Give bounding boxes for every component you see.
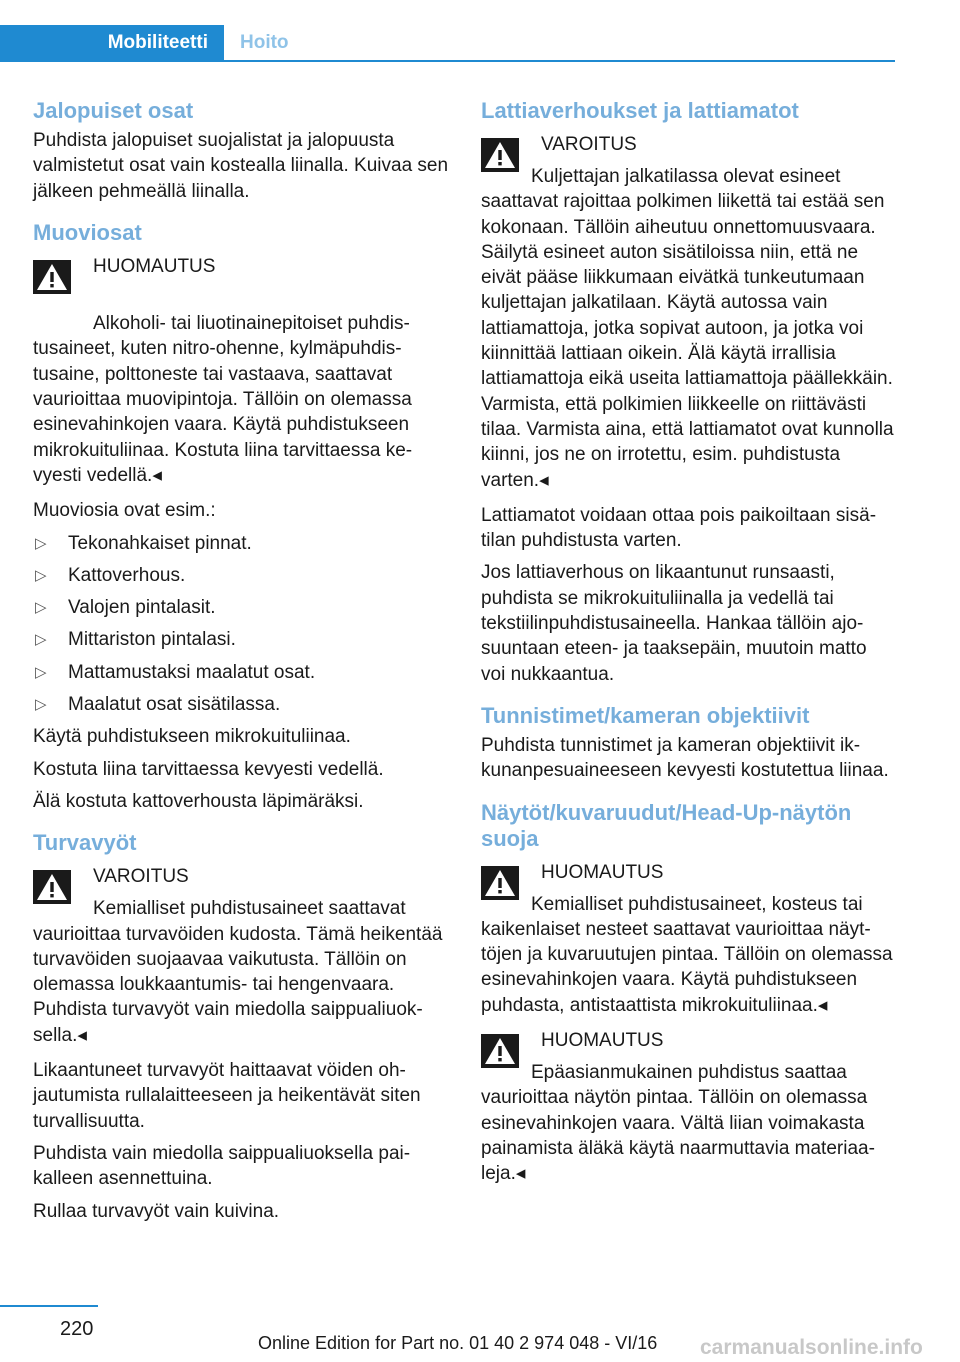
warning-triangle-icon (481, 138, 519, 172)
paragraph: Kostuta liina tarvittaessa kevyesti vedellä. (33, 758, 384, 780)
list-item: ▷ Mittariston pintalasi. (33, 627, 453, 652)
notice-block (33, 864, 453, 1048)
section-tunnistimet (481, 703, 896, 784)
paragraph: Likaantuneet turvavyöt haittaavat vöiden ohjautumista rullalaitteeseen ja heikentävät siten turvallisuutta. (33, 1060, 421, 1132)
section-title: Näytöt/kuvaruudut/Head-Up-näytön suoja (481, 799, 852, 851)
section-title: Turvavyöt (33, 830, 137, 856)
tab-hoito[interactable] (224, 25, 289, 61)
section-title: Jalopuiset osat (33, 98, 194, 123)
paragraph: Puhdista vain miedolla saippualiuoksella paikalleen asennettuina. (33, 1142, 411, 1190)
notice-label: HUOMAUTUS (93, 255, 216, 277)
notice-block (481, 860, 896, 1018)
notice-body: Kuljettajan jalkatilassa olevat esineet saattavat rajoittaa polkimen liikettä tai estää sen kokonaan. Tällöin aiheutuu onnettomuusvaara. Säilytä esineet auton sisätiloissa niin, että ne eivät pääse liikkumaan eivätkä tunkeutumaan kuljettajan jalkatilaan. Käytä autossa vain lattiamattoja, jotka sopivat autoon, ja jotka voi kiinnittää lattiaan oikein. Älä käytä irrallisia lattiamattoja eikä useita lattiamattoja päällekkäin. Varmista, että polkimien liikkeelle on riittävästi tilaa. Varmista aina, että lattiamatot ovat kunnolla kiinni, jos ne on irrotettu, esim. puhdistusta varten.◂ (481, 166, 894, 491)
section-jalopuiset-osat (33, 98, 453, 204)
triangle-right-icon: ▷ (35, 696, 47, 714)
warning-triangle-icon (33, 870, 71, 904)
paragraph: Älä kostuta kattoverhousta läpimäräksi. (33, 790, 364, 812)
triangle-right-icon: ▷ (35, 663, 47, 681)
notice-body: Alkoholi- tai liuotinainepitoiset puhdistusaineet, kuten nitro-ohenne, kylmäpuhdistusaine, polttoneste tai vastaava, saattavat vaurioittaa muovipintoja. Tällöin on olemassa esinevahinkojen vaara. Käytä puhdistukseen mikrokuituliinaa. Kostuta liina tarvittaessa kevyesti vedellä.◂ (33, 313, 413, 486)
notice-block (481, 132, 896, 493)
list-item: ▷ Tekonahkaiset pinnat. (33, 531, 453, 556)
section-naytot (481, 800, 896, 1187)
notice-body: Kemialliset puhdistusaineet saattavat vaurioittaa turvavöiden kudosta. Tämä heikentää turvavöiden suojaavaa vaikutusta. Tällöin on olemassa loukkaantumis- tai hengenvaara. Puhdista turvavyöt vain miedolla saippualiuoksella.◂ (33, 898, 443, 1046)
paragraph: Puhdista jalopuiset suojalistat ja jalopuusta valmistetut osat vain kostealla liinalla. Kuivaa sen jälkeen pehmeällä liinalla. (33, 130, 449, 202)
section-muoviosat (33, 220, 453, 814)
paragraph: Jos lattiaverhous on likaantunut runsaasti, puhdista se mikrokuituliinalla ja vedellä tai tekstiilinpuhdistusaineella. Hankaa tällöin ajosuuntaan eteen- ja taaksepäin, muutoin matto voi nukkaantua. (481, 562, 867, 685)
notice-body: Kemialliset puhdistusaineet, kosteus tai kaikenlaiset nesteet saattavat vaurioittaa näyttöjen ja kuvaruutujen pintaa. Tällöin on olemassa esinevahinkojen vaara. Käytä puhdistukseen puhdasta, antistaattista mikrokuituliinaa.◂ (481, 893, 893, 1016)
triangle-right-icon: ▷ (35, 534, 47, 552)
list-item: ▷ Valojen pintalasit. (33, 595, 453, 620)
triangle-right-icon: ▷ (35, 599, 47, 617)
paragraph: Puhdista tunnistimet ja kameran objektiivit ikkunanpesuaineeseen kevyesti kostutettua liinaa. (481, 734, 889, 782)
section-lattiaverhoukset (481, 98, 896, 687)
section-title: Tunnistimet/kameran objektiivit (481, 702, 810, 728)
left-column (33, 98, 453, 1240)
paragraph: Lattiamatot voidaan ottaa pois paikoiltaan sisätilan puhdistusta varten. (481, 504, 877, 552)
edition-note: Online Edition for Part no. 01 40 2 974 048 - VI/16 (258, 1333, 658, 1353)
section-title: Lattiaverhoukset ja lattiamatot (481, 98, 799, 123)
section-turvavyot (33, 830, 453, 1224)
warning-triangle-icon (33, 260, 71, 294)
paragraph: Rullaa turvavyöt vain kuivina. (33, 1200, 280, 1222)
notice-label: HUOMAUTUS (541, 861, 664, 883)
paragraph: Muoviosia ovat esim.: (33, 500, 216, 522)
triangle-right-icon: ▷ (35, 631, 47, 649)
notice-text (33, 286, 453, 488)
notice-block (481, 1028, 896, 1186)
warning-triangle-icon (481, 866, 519, 900)
notice-label: HUOMAUTUS (541, 1030, 664, 1052)
notice-label: VAROITUS (93, 866, 189, 888)
paragraph: Käytä puhdistukseen mikrokuituliinaa. (33, 726, 351, 748)
footer-divider (0, 1305, 98, 1307)
notice-block (33, 254, 453, 488)
section-title: Muoviosat (33, 219, 142, 245)
list-item: ▷ Mattamustaksi maalatut osat. (33, 660, 453, 685)
right-column (481, 98, 896, 1203)
notice-label: VAROITUS (541, 134, 637, 155)
page-header (0, 0, 895, 62)
header-divider (0, 60, 895, 62)
tab-mobiliteetti[interactable] (0, 25, 224, 61)
list-item: ▷ Maalatut osat sisätilassa. (33, 692, 453, 717)
warning-triangle-icon (481, 1034, 519, 1068)
list-item: ▷ Kattoverhous. (33, 563, 453, 588)
tab-mobiliteetti-label: Mobiliteetti (107, 32, 208, 53)
tab-hoito-label: Hoito (240, 32, 289, 53)
watermark: carmanualsonline.info (700, 1336, 923, 1359)
triangle-right-icon: ▷ (35, 566, 47, 584)
page-number: 220 (60, 1318, 94, 1340)
notice-body: Epäasianmukainen puhdistus saattaa vaurioittaa näytön pintaa. Tällöin on olemassa esinevahinkojen vaara. Vältä liian voimakasta painamista äläkä käytä naarmuttavia materiaaleja.◂ (481, 1062, 875, 1185)
bullet-list (33, 531, 453, 718)
